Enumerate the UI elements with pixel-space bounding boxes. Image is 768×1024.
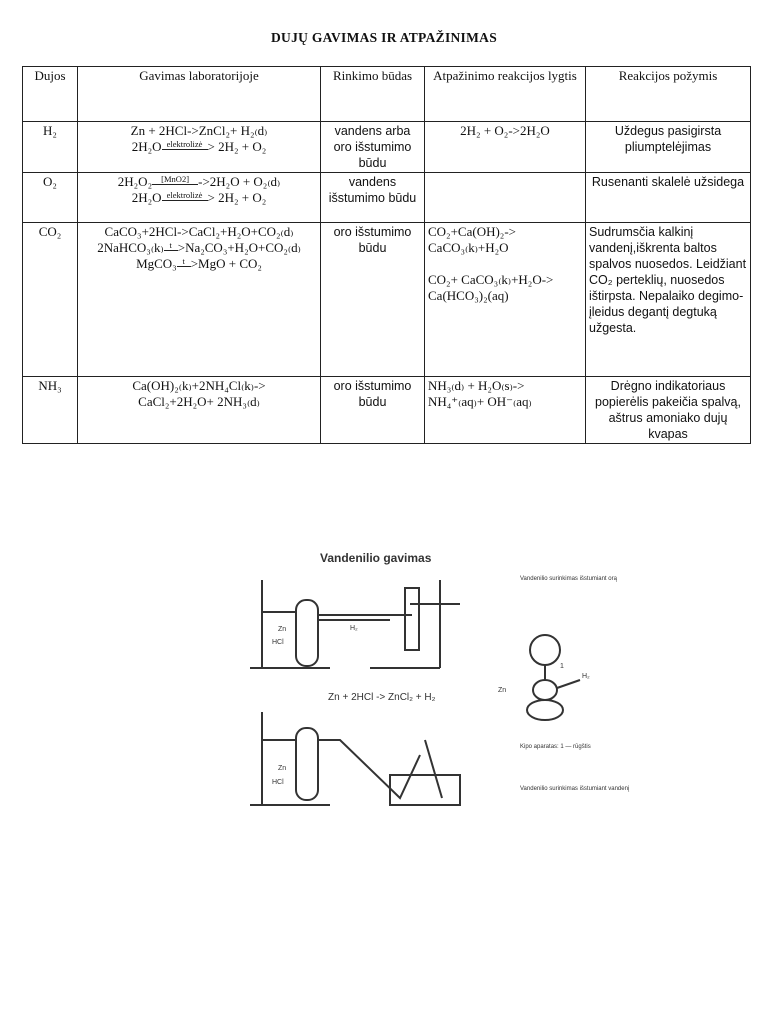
page-title: DUJŲ GAVIMAS IR ATPAŽINIMAS bbox=[271, 30, 497, 45]
sign-cell: Sudrumsčia kalkinį vandenį,iškrenta baltos spalvos nuosedos. Leidžiant CO₂ perteklių, nuosedos ištirpsta. Nepalaiko degimo- įleidus degantį degtuką užgesta. bbox=[586, 223, 751, 377]
preparation-line bbox=[81, 256, 317, 272]
condition-arrow: t bbox=[177, 257, 191, 267]
product: > 2H₂ + O₂ bbox=[207, 139, 267, 154]
product: >Na₂CO₃+H₂O+CO₂₍d₎ bbox=[177, 240, 301, 255]
preparation-line: Zn + 2HCl->ZnCl₂+ H₂₍d₎ bbox=[130, 123, 268, 138]
reactant: 2NaHCO₃₍k₎ bbox=[97, 240, 164, 255]
product: ->2H₂O + O₂₍d₎ bbox=[198, 174, 281, 189]
preparation-cell bbox=[78, 377, 321, 444]
reaction-cell: 2H₂ + O₂->2H₂O bbox=[425, 122, 586, 173]
preparation-cell bbox=[78, 223, 321, 377]
condition-arrow: elektrolizė bbox=[162, 191, 208, 201]
table-row bbox=[23, 223, 751, 377]
reactant: 2H₂O₂ bbox=[117, 174, 153, 189]
collection-cell: oro išstumimo būdu bbox=[321, 223, 425, 377]
table-header-row bbox=[23, 67, 751, 122]
header-sign: Reakcijos požymis bbox=[586, 67, 751, 122]
header-gas: Dujos bbox=[23, 67, 78, 122]
gas-table bbox=[22, 66, 751, 444]
kipp-caption-mid: Kipo aparatas: 1 — rūgštis bbox=[520, 744, 591, 750]
reaction-line: NH₃₍d₎ + H₂O₍s₎-> bbox=[428, 378, 525, 393]
zinc-label: Zn bbox=[278, 626, 287, 633]
header-preparation: Gavimas laboratorijoje bbox=[78, 67, 321, 122]
product: > 2H₂ + O₂ bbox=[207, 190, 267, 205]
hydrogen-label: H₂ bbox=[350, 625, 358, 632]
test-tube-apparatus-bottom bbox=[250, 712, 460, 805]
table-row bbox=[23, 173, 751, 223]
reaction-line: CO₂+Ca(OH)₂-> bbox=[428, 224, 516, 239]
reaction-line: NH₄⁺₍aq₎+ OH⁻₍aq₎ bbox=[428, 394, 532, 409]
hcl-label: HCl bbox=[272, 779, 284, 786]
reactant: 2H₂O bbox=[131, 190, 162, 205]
preparation-line: CaCO₃+2HCl->CaCl₂+H₂O+CO₂₍d₎ bbox=[104, 224, 294, 239]
preparation-line: CaCl₂+2H₂O+ 2NH₃₍d₎ bbox=[138, 394, 260, 409]
gas-cell: H₂ bbox=[23, 122, 78, 173]
gas-cell: O₂ bbox=[23, 173, 78, 223]
apparatus-illustration bbox=[230, 540, 630, 830]
test-tube-apparatus-top bbox=[250, 580, 460, 668]
condition-arrow: elektrolizė bbox=[162, 140, 208, 150]
reaction-line: CO₂+ CaCO₃₍k₎+H₂O-> bbox=[428, 272, 554, 287]
kipp-apparatus bbox=[527, 635, 580, 720]
label-1: 1 bbox=[560, 663, 564, 670]
preparation-line: Ca(OH)₂₍k₎+2NH₄Cl₍k₎-> bbox=[132, 378, 266, 393]
preparation-cell bbox=[78, 173, 321, 223]
reactant: MgCO₃ bbox=[136, 256, 177, 271]
condition-arrow: [MnO2] bbox=[152, 175, 198, 185]
kipp-caption-top: Vandenilio surinkimas išstumiant orą bbox=[520, 576, 617, 582]
table-row bbox=[23, 377, 751, 444]
header-reaction: Atpažinimo reakcijos lygtis bbox=[425, 67, 586, 122]
figure-equation: Zn + 2HCl -> ZnCl₂ + H₂ bbox=[328, 692, 436, 703]
kipp-h2-label: H₂ bbox=[582, 673, 590, 680]
table-row bbox=[23, 122, 751, 173]
reactant: 2H₂O bbox=[131, 139, 162, 154]
gas-cell: CO₂ bbox=[23, 223, 78, 377]
reaction-cell bbox=[425, 173, 586, 223]
kipp-zn-label: Zn bbox=[498, 687, 507, 694]
product: >MgO + CO₂ bbox=[190, 256, 262, 271]
reaction-line: CaCO₃₍k₎+H₂O bbox=[428, 240, 509, 255]
figure-heading: Vandenilio gavimas bbox=[320, 551, 432, 565]
condition-arrow: t bbox=[164, 241, 178, 251]
header-collection: Rinkimo būdas bbox=[321, 67, 425, 122]
zinc-label: Zn bbox=[278, 765, 287, 772]
collection-cell: oro išstumimo būdu bbox=[321, 377, 425, 444]
reaction-cell bbox=[425, 223, 586, 377]
preparation-line bbox=[81, 190, 317, 206]
preparation-line bbox=[81, 174, 317, 190]
hcl-label: HCl bbox=[272, 639, 284, 646]
sign-cell: Rusenanti skalelė užsidega bbox=[586, 173, 751, 223]
reaction-line: Ca(HCO₃)₂(aq) bbox=[428, 288, 509, 303]
sign-cell: Drėgno indikatoriaus popierėlis pakeičia spalvą, aštrus amoniako dujų kvapas bbox=[586, 377, 751, 444]
sign-cell: Uždegus pasigirsta pliumptelėjimas bbox=[586, 122, 751, 173]
gas-cell: NH₃ bbox=[23, 377, 78, 444]
collection-cell: vandens arba oro išstumimo būdu bbox=[321, 122, 425, 173]
preparation-cell bbox=[78, 122, 321, 173]
preparation-line bbox=[81, 139, 317, 155]
hydrogen-apparatus-figure bbox=[230, 540, 630, 830]
collection-cell: vandens išstumimo būdu bbox=[321, 173, 425, 223]
kipp-caption-bottom: Vandenilio surinkimas išstumiant vandenį bbox=[520, 786, 630, 792]
reaction-cell bbox=[425, 377, 586, 444]
preparation-line bbox=[81, 240, 317, 256]
